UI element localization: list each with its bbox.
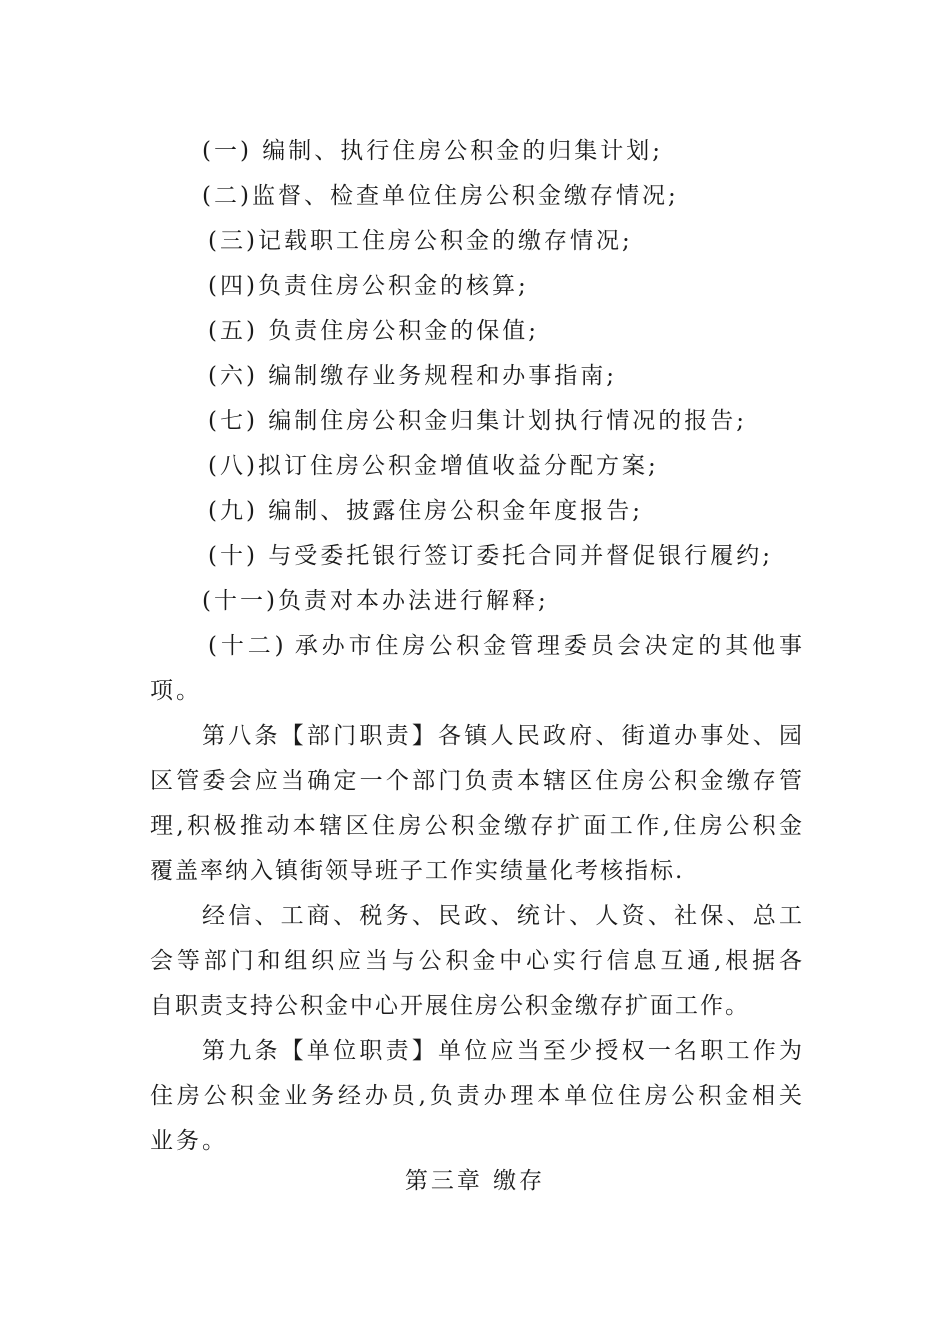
list-item-8: (八)拟订住房公积金增值收益分配方案; [208,453,659,479]
list-item-11: (十一)负责对本办法进行解释; [202,588,549,614]
article-9-line2: 住房公积金业务经办员,负责办理本单位住房公积金相关 [150,1083,802,1109]
list-item-6: (六) 编制缴存业务规程和办事指南; [208,363,618,389]
list-item-2: (二)监督、检查单位住房公积金缴存情况; [202,183,679,209]
article-9-line3: 业务。 [150,1128,228,1154]
list-item-5: (五) 负责住房公积金的保值; [208,318,540,344]
article-8-line4: 覆盖率纳入镇街领导班子工作实绩量化考核指标. [150,858,685,884]
list-item-4: (四)负责住房公积金的核算; [208,273,529,299]
list-item-3: (三)记载职工住房公积金的缴存情况; [208,228,633,254]
article-8-line2: 区管委会应当确定一个部门负责本辖区住房公积金缴存管 [150,768,802,794]
article-9-line1: 第九条【单位职责】单位应当至少授权一名职工作为 [202,1038,802,1064]
list-item-12-line2: 项。 [150,678,202,704]
list-item-10: (十) 与受委托银行签订委托合同并督促银行履约; [208,543,774,569]
chapter-heading: 第三章 缴存 [404,1168,546,1194]
article-8-p2-line1: 经信、工商、税务、民政、统计、人资、社保、总工 [202,903,802,929]
article-8-line3: 理,积极推动本辖区住房公积金缴存扩面工作,住房公积金 [150,813,802,839]
article-8-p2-line3: 自职责支持公积金中心开展住房公积金缴存扩面工作。 [150,993,750,1019]
article-8-line1: 第八条【部门职责】各镇人民政府、街道办事处、园 [202,723,802,749]
list-item-12-line1: (十二) 承办市住房公积金管理委员会决定的其他事 [208,633,802,659]
list-item-1: (一) 编制、执行住房公积金的归集计划; [202,138,664,164]
list-item-7: (七) 编制住房公积金归集计划执行情况的报告; [208,408,748,434]
article-8-p2-line2: 会等部门和组织应当与公积金中心实行信息互通,根据各 [150,948,802,974]
list-item-9: (九) 编制、披露住房公积金年度报告; [208,498,644,524]
